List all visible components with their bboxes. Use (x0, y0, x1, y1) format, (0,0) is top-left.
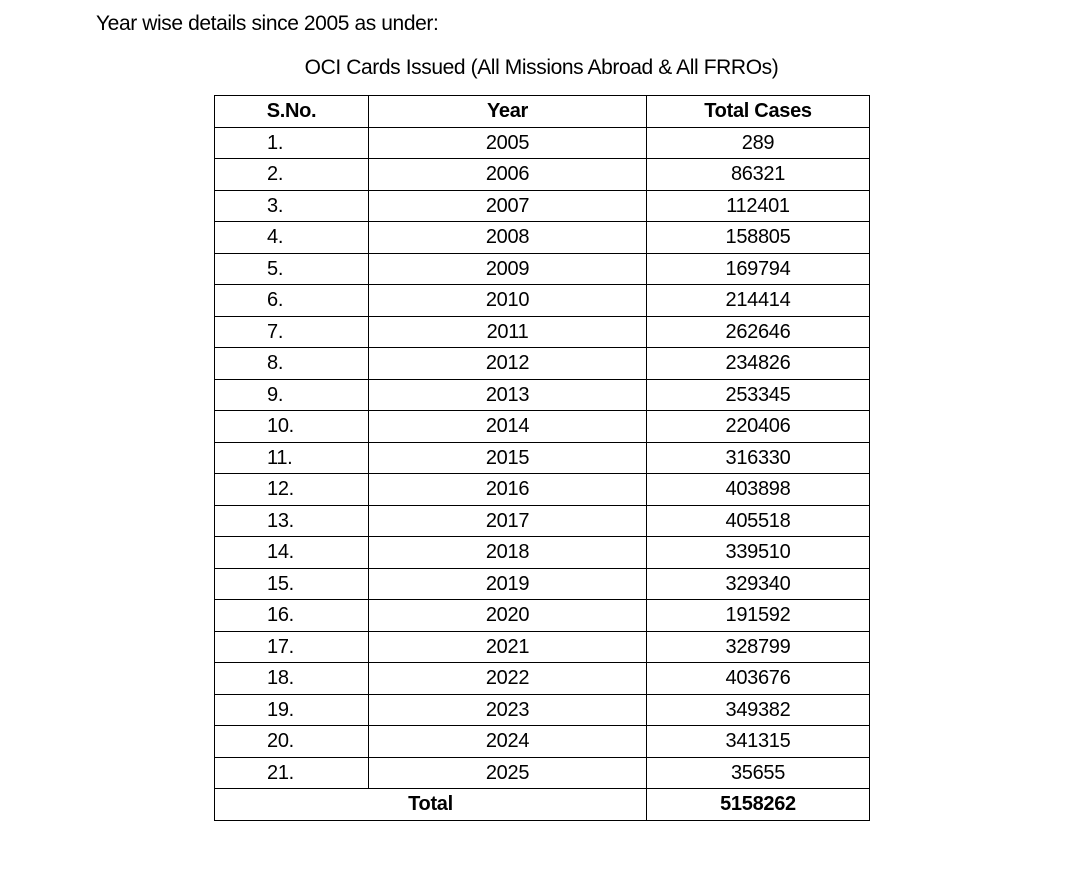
row-year: 2021 (369, 631, 647, 663)
row-year: 2022 (369, 663, 647, 695)
oci-cards-table (214, 95, 870, 821)
row-sno: 4. (215, 222, 369, 254)
table-row (215, 348, 870, 380)
row-total-cases: 262646 (647, 316, 870, 348)
row-total-cases: 403898 (647, 474, 870, 506)
table-row (215, 379, 870, 411)
total-value: 5158262 (647, 789, 870, 821)
table-row (215, 222, 870, 254)
header-year: Year (369, 96, 647, 128)
row-total-cases: 158805 (647, 222, 870, 254)
row-sno: 15. (215, 568, 369, 600)
row-total-cases: 341315 (647, 726, 870, 758)
row-total-cases: 316330 (647, 442, 870, 474)
table-row (215, 726, 870, 758)
table-row (215, 474, 870, 506)
row-year: 2020 (369, 600, 647, 632)
row-total-cases: 112401 (647, 190, 870, 222)
table-caption: OCI Cards Issued (All Missions Abroad & All FRROs) (304, 56, 779, 79)
row-sno: 14. (215, 537, 369, 569)
table-row (215, 631, 870, 663)
table-row (215, 757, 870, 789)
row-year: 2016 (369, 474, 647, 506)
row-year: 2007 (369, 190, 647, 222)
row-total-cases: 329340 (647, 568, 870, 600)
header-sno: S.No. (215, 96, 369, 128)
table-body (215, 127, 870, 789)
intro-text: Year wise details since 2005 as under: (96, 12, 439, 35)
table-row (215, 505, 870, 537)
table-row (215, 285, 870, 317)
row-total-cases: 169794 (647, 253, 870, 285)
row-sno: 11. (215, 442, 369, 474)
row-sno: 9. (215, 379, 369, 411)
total-row (215, 789, 870, 821)
row-sno: 21. (215, 757, 369, 789)
row-sno: 8. (215, 348, 369, 380)
row-sno: 18. (215, 663, 369, 695)
row-sno: 20. (215, 726, 369, 758)
row-total-cases: 328799 (647, 631, 870, 663)
row-year: 2019 (369, 568, 647, 600)
row-total-cases: 220406 (647, 411, 870, 443)
table-row (215, 600, 870, 632)
row-total-cases: 191592 (647, 600, 870, 632)
row-year: 2012 (369, 348, 647, 380)
row-sno: 2. (215, 159, 369, 191)
row-sno: 13. (215, 505, 369, 537)
row-total-cases: 405518 (647, 505, 870, 537)
table-row (215, 411, 870, 443)
header-total-cases: Total Cases (647, 96, 870, 128)
row-total-cases: 339510 (647, 537, 870, 569)
row-year: 2005 (369, 127, 647, 159)
table-row (215, 663, 870, 695)
row-total-cases: 214414 (647, 285, 870, 317)
table-row (215, 537, 870, 569)
table-row (215, 568, 870, 600)
row-year: 2011 (369, 316, 647, 348)
row-year: 2009 (369, 253, 647, 285)
row-total-cases: 349382 (647, 694, 870, 726)
table-row (215, 442, 870, 474)
row-year: 2017 (369, 505, 647, 537)
table-row (215, 159, 870, 191)
row-sno: 3. (215, 190, 369, 222)
row-year: 2015 (369, 442, 647, 474)
row-total-cases: 234826 (647, 348, 870, 380)
row-year: 2024 (369, 726, 647, 758)
row-sno: 17. (215, 631, 369, 663)
row-total-cases: 403676 (647, 663, 870, 695)
row-sno: 10. (215, 411, 369, 443)
row-sno: 16. (215, 600, 369, 632)
row-sno: 19. (215, 694, 369, 726)
row-sno: 5. (215, 253, 369, 285)
total-label: Total (215, 789, 647, 821)
row-year: 2014 (369, 411, 647, 443)
row-total-cases: 253345 (647, 379, 870, 411)
row-year: 2025 (369, 757, 647, 789)
row-year: 2018 (369, 537, 647, 569)
row-year: 2023 (369, 694, 647, 726)
row-sno: 6. (215, 285, 369, 317)
table-row (215, 190, 870, 222)
row-year: 2013 (369, 379, 647, 411)
table-row (215, 694, 870, 726)
row-year: 2008 (369, 222, 647, 254)
table-row (215, 253, 870, 285)
row-sno: 1. (215, 127, 369, 159)
row-sno: 12. (215, 474, 369, 506)
row-year: 2006 (369, 159, 647, 191)
row-year: 2010 (369, 285, 647, 317)
table-row (215, 127, 870, 159)
table-header-row (215, 96, 870, 128)
row-total-cases: 289 (647, 127, 870, 159)
table-row (215, 316, 870, 348)
row-total-cases: 86321 (647, 159, 870, 191)
row-sno: 7. (215, 316, 369, 348)
row-total-cases: 35655 (647, 757, 870, 789)
